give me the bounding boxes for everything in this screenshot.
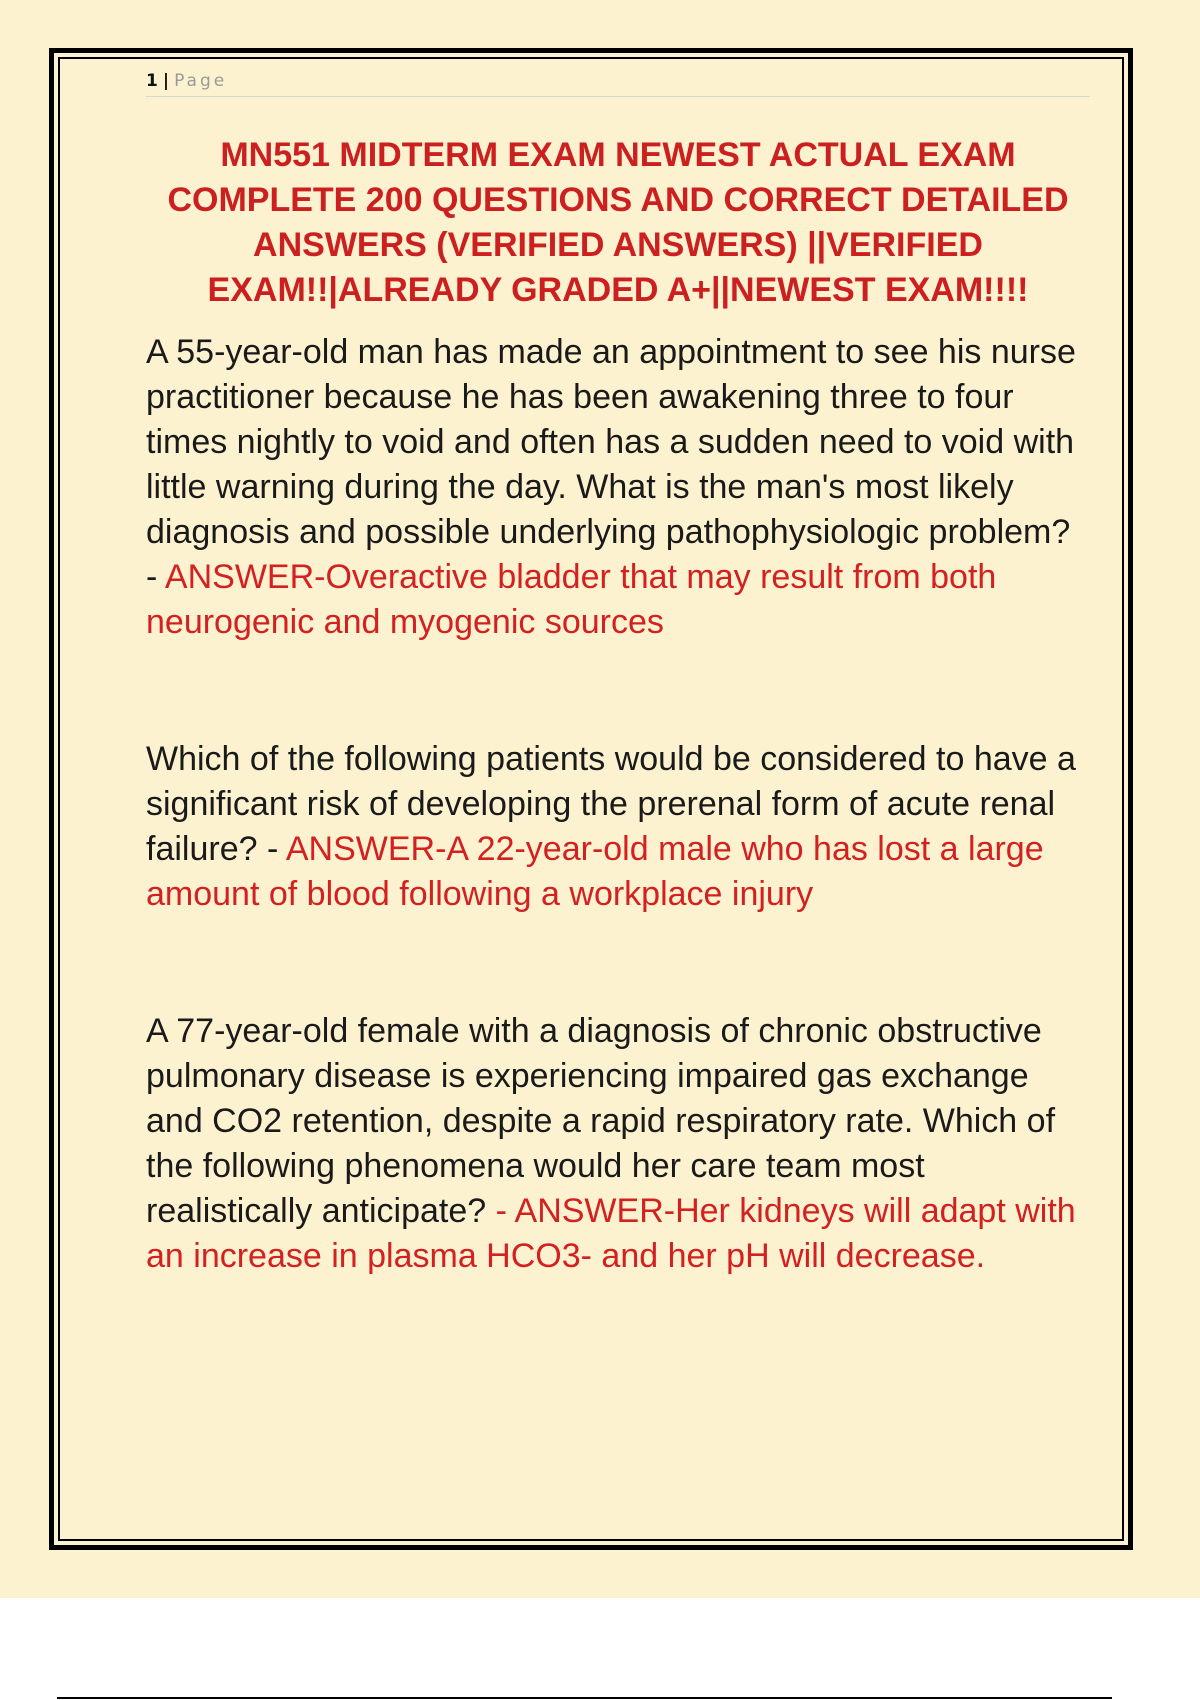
question-text: Which of the following patients would be considered to have a significant risk of developing the prerenal form of acute renal failure? - bbox=[146, 740, 1076, 868]
document-title: MN551 MIDTERM EXAM NEWEST ACTUAL EXAM COMPLETE 200 QUESTIONS AND CORRECT DETAILED ANSWERS (VERIFIED ANSWERS) ||VERIFIED EXAM!!|ALREADY GRADED A+||NEWEST EXAM!!!! bbox=[167, 136, 1069, 309]
page-content bbox=[146, 70, 1090, 1279]
question-block bbox=[146, 737, 1090, 917]
page-number: 1 bbox=[146, 71, 159, 91]
page-word: Page bbox=[174, 71, 228, 91]
question-block bbox=[146, 330, 1090, 645]
answer-text: ANSWER-Overactive bladder that may result from both neurogenic and myogenic sources bbox=[146, 558, 997, 641]
answer-text: ANSWER-A 22-year-old male who has lost a large amount of blood following a workplace injury bbox=[146, 830, 1044, 913]
answer-text: - ANSWER-Her kidneys will adapt with an increase in plasma HCO3- and her pH will decrease. bbox=[146, 1192, 1076, 1275]
question-text: A 77-year-old female with a diagnosis of chronic obstructive pulmonary disease is experiencing impaired gas exchange and CO2 retention, despite a rapid respiratory rate. Which of the following phenomena would her care team most realistically anticipate? bbox=[146, 1012, 1056, 1230]
page-header bbox=[146, 70, 1090, 97]
next-page-divider bbox=[57, 1697, 1112, 1699]
question-block bbox=[146, 1009, 1090, 1279]
question-text: A 55-year-old man has made an appointment to see his nurse practitioner because he has been awakening three to four times nightly to void and often has a sudden need to void with little warning during the day. What is the man's most likely diagnosis and possible underlying pathophysiologic problem? - bbox=[146, 333, 1076, 596]
page-separator: | bbox=[162, 71, 171, 91]
